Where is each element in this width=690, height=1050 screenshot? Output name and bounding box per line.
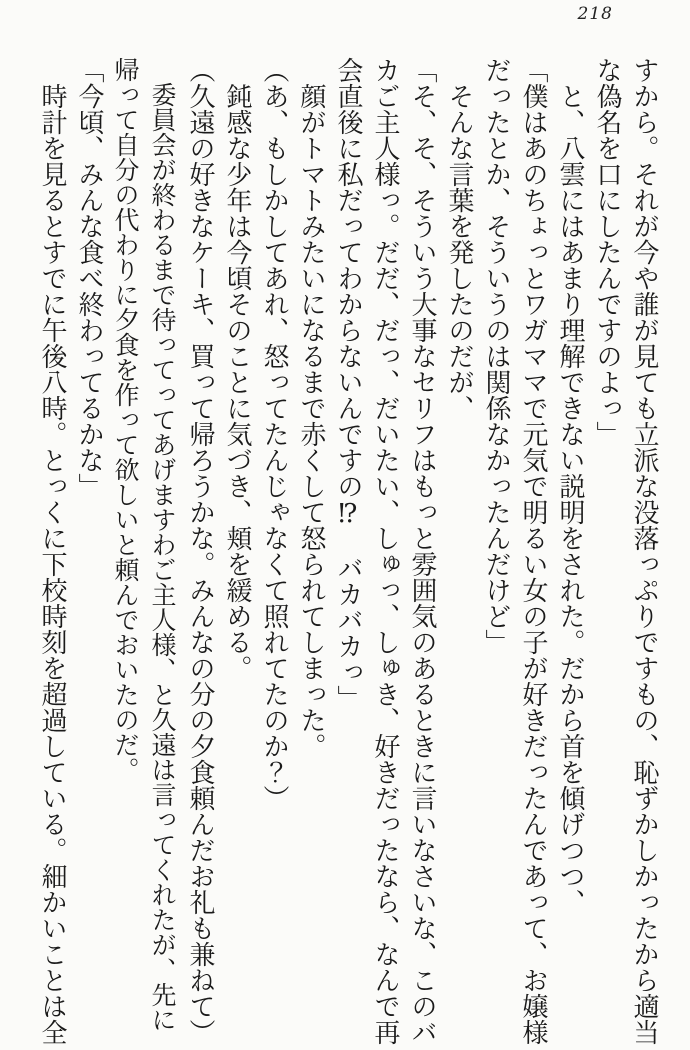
paragraph-dialogue: 「今頃、みんな食べ終わってるかな」 xyxy=(74,57,104,499)
text-block xyxy=(33,57,662,1046)
paragraph-continuation: すから。それが今や誰が見ても立派な没落っぷりですもの、恥ずかしかったから適当な偽名を口にしたんですのよっ」 xyxy=(592,57,659,1045)
paragraph-narration: と、八雲にはあまり理解できない説明をされた。だから首を傾げつつ、 xyxy=(555,83,585,915)
paragraph-narration: 時計を見るとすでに午後八時。とっくに下校時刻を超過している。細かいことは全 xyxy=(37,83,67,1045)
page-number: 218 xyxy=(577,4,613,24)
paragraph-narration: 委員会が終わるまで待ってってあげますわご主人様、と久遠は言ってくれたが、先に帰って自分の代わりに夕食を作って欲しいと頼んでおいたのだ。 xyxy=(111,57,177,1032)
paragraph-thought: （久遠の好きなケーキ、買って帰ろうかな。みんなの分の夕食頼んだお礼も兼ねて） xyxy=(185,57,215,1045)
paragraph-dialogue: 「そ、そ、そういう大事なセリフはもっと雰囲気のあるときに言いなさいな、このバカご主人様っ。だだ、だっ、だいたい、しゅっ、しゅき、好きだったなら、なんで再会直後に私だってわからないんですの⁉ バカバカっ」 xyxy=(333,57,437,1045)
paragraph-narration: 顔がトマトみたいになるまで赤くして怒られてしまった。 xyxy=(296,83,326,759)
paragraph-narration: 鈍感な少年は今頃そのことに気づき、頬を緩める。 xyxy=(222,83,252,681)
paragraph-dialogue: 「僕はあのちょっとワガママで元気で明るい女の子が好きだったんであって、お嬢様だったとか、そういうのは関係なかったんだけど」 xyxy=(481,57,548,1045)
paragraph-narration: そんな言葉を発したのだが、 xyxy=(444,83,474,421)
paragraph-thought: （あ、もしかしてあれ、怒ってたんじゃなくて照れてたのか？） xyxy=(259,57,289,811)
